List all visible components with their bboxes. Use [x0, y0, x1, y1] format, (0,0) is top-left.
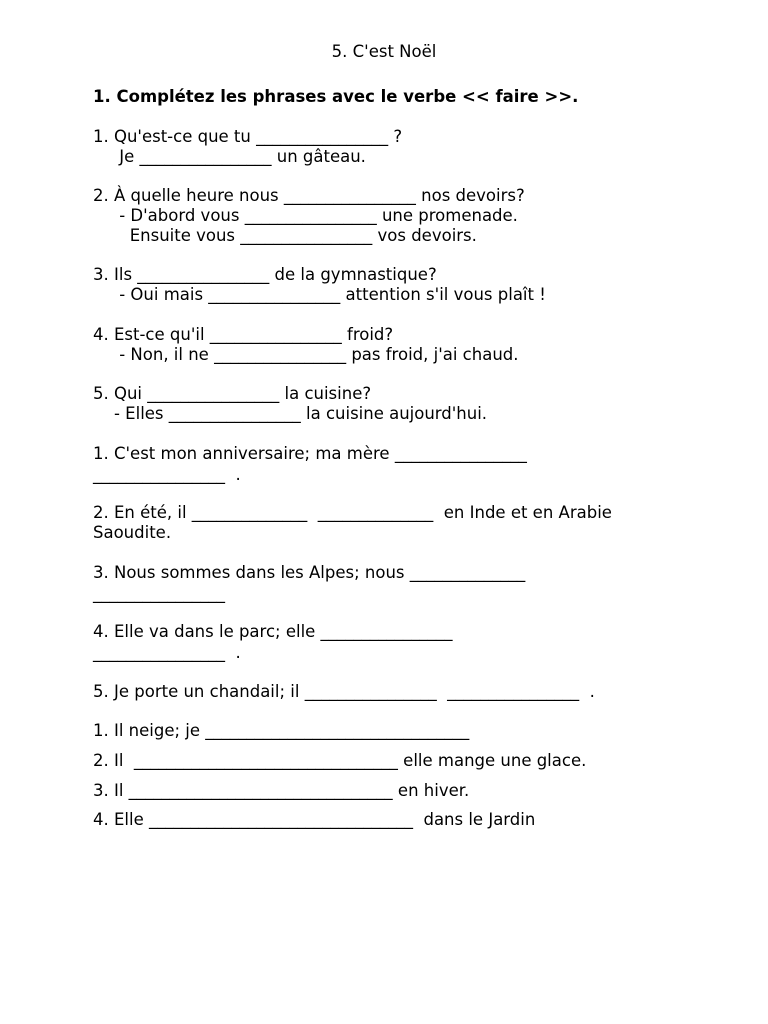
- sentence-line: ________________: [93, 584, 225, 603]
- sentence-line: Ensuite vous ________________ vos devoirs.: [93, 226, 477, 245]
- sentence-line: - Oui mais ________________ attention s'il vous plaît !: [93, 285, 546, 304]
- sentence-line: ________________ .: [93, 643, 241, 662]
- sentence-line: 5. Je porte un chandail; il ________________ ________________ .: [93, 682, 595, 701]
- exercise-heading: 1. Complétez les phrases avec le verbe << faire >>.: [93, 87, 579, 106]
- sentence-line: 2. À quelle heure nous ________________ nos devoirs?: [93, 186, 525, 205]
- sentence-line: 1. Qu'est-ce que tu ________________ ?: [93, 127, 403, 146]
- page-title: 5. C'est Noël: [331, 42, 437, 61]
- sentence-line: 3. Il ________________________________ en hiver.: [93, 781, 470, 800]
- sentence-line: 1. C'est mon anniversaire; ma mère ________________: [93, 444, 527, 463]
- sentence-line: - Non, il ne ________________ pas froid, j'ai chaud.: [93, 345, 519, 364]
- sentence-line: 3. Nous sommes dans les Alpes; nous ______________: [93, 563, 526, 582]
- sentence-line: ________________ .: [93, 465, 241, 484]
- sentence-line: - D'abord vous ________________ une promenade.: [93, 206, 518, 225]
- sentence-line: Saoudite.: [93, 523, 172, 542]
- sentence-line: 4. Est-ce qu'il ________________ froid?: [93, 325, 394, 344]
- sentence-line: 2. En été, il ______________ ______________ en Inde et en Arabie: [93, 503, 612, 522]
- sentence-line: Je ________________ un gâteau.: [93, 147, 366, 166]
- sentence-line: 5. Qui ________________ la cuisine?: [93, 384, 372, 403]
- sentence-line: 3. Ils ________________ de la gymnastique?: [93, 265, 437, 284]
- sentence-line: 1. Il neige; je ________________________________: [93, 721, 470, 740]
- sentence-line: 4. Elle va dans le parc; elle ________________: [93, 622, 453, 641]
- sentence-line: - Elles ________________ la cuisine aujourd'hui.: [93, 404, 488, 423]
- sentence-line: 2. Il ________________________________ elle mange une glace.: [93, 751, 587, 770]
- sentence-line: 4. Elle ________________________________ dans le Jardin: [93, 810, 536, 829]
